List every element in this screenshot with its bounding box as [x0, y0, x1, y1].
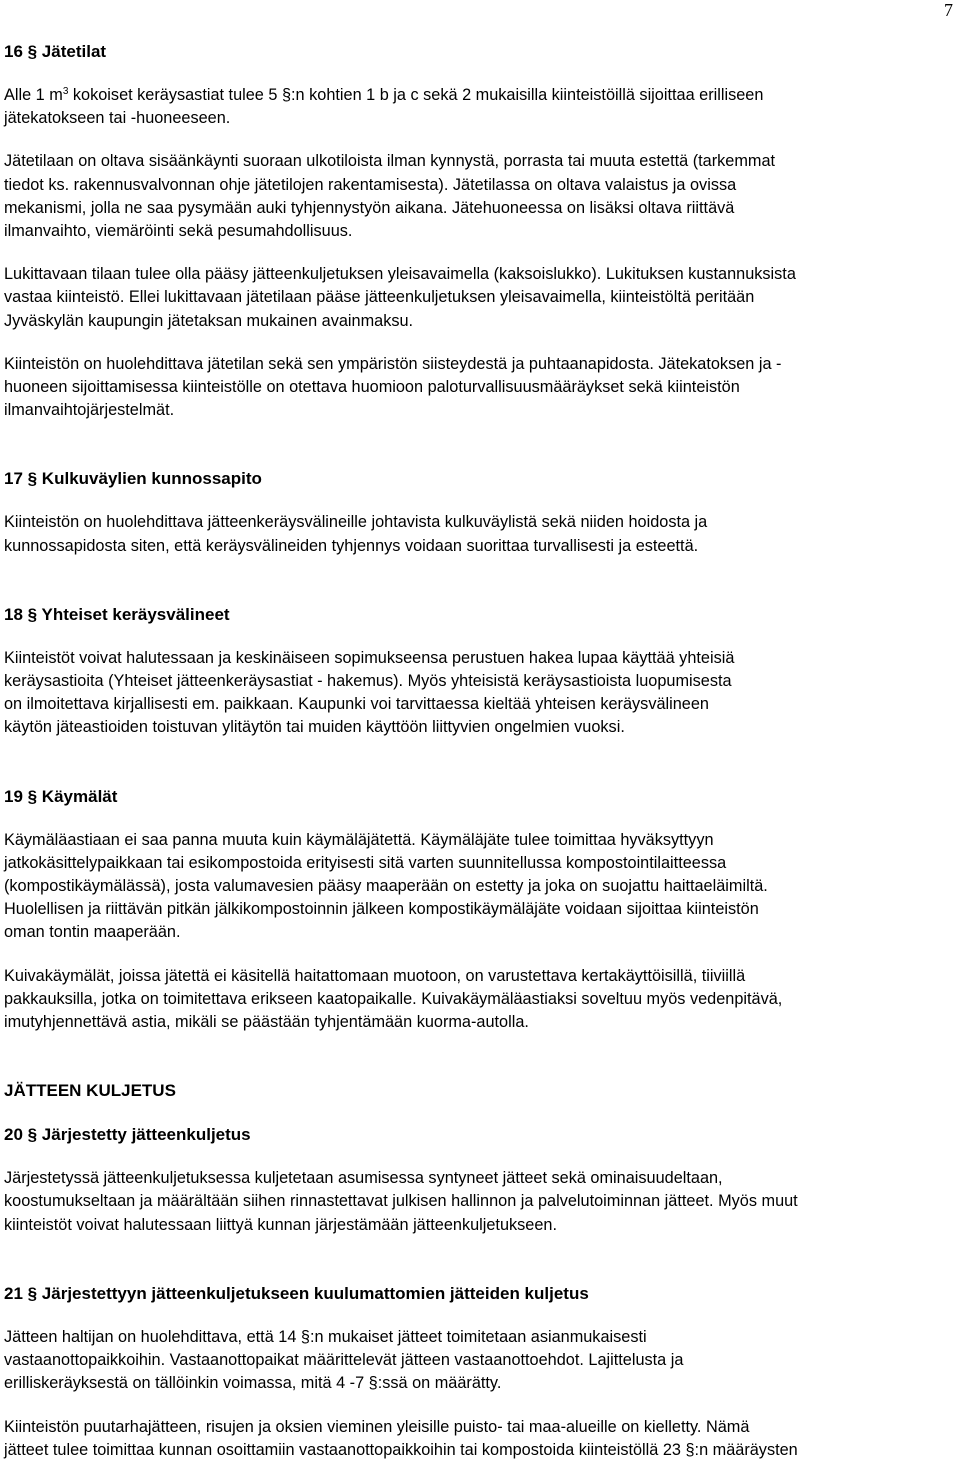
section-18: [4, 603, 956, 740]
section-19: [4, 785, 956, 1035]
section-21-paragraph-2: Kiinteistön puutarhajätteen, risujen ja oksien vieminen yleisille puisto- tai maa-alueille on kielletty. Nämä jätteet tulee toimittaa kunnan osoittamiin vastaanottopaikkoihin tai kompostoida kiinteistöllä 23 §:n määräysten: [4, 1417, 798, 1459]
section-21-heading: 21 § Järjestettyyn jätteenkuljetukseen kuulumattomien jätteiden kuljetus: [4, 1283, 589, 1303]
section-16-p1-text-start: Alle 1 m: [4, 86, 63, 104]
section-16-paragraph-2: Jätetilaan on oltava sisäänkäynti suoraan ulkotiloista ilman kynnystä, porrasta tai muuta estettä (tarkemmat tiedot ks. rakennusvalvonnan ohje jätetilojen rakentamisesta). Jätetilassa on oltava valaistus ja ovissa mekanismi, jolla ne saa pysymään auki tyhjennystyön aikana. Jätehuoneessa on lisäksi oltava riittävä ilmanvaihto, viemäröinti sekä pesumahdollisuus.: [4, 152, 776, 241]
document-body: [4, 40, 956, 1462]
section-17-heading: 17 § Kulkuväylien kunnossapito: [4, 469, 262, 489]
section-17: [4, 467, 956, 557]
superscript-cubic: 3: [62, 86, 69, 97]
section-16-paragraph-4: Kiinteistön on huolehdittava jätetilan sekä sen ympäristön siisteydestä ja puhtaanapidosta. Jätekatoksen ja - huoneen sijoittamisessa kiinteistölle on otettava huomioon paloturvallisuusmääräykset sekä kiinteistön ilmanvaihtojärjestelmät.: [4, 354, 782, 420]
section-16-p1-text-end: kokoiset keräysastiat tulee 5 §:n kohtien 1 b ja c sekä 2 mukaisilla kiinteistöillä sijoittaa erilliseen jätekatokseen tai -huoneeseen.: [4, 86, 764, 128]
section-16-heading: 16 § Jätetilat: [4, 42, 107, 61]
section-20: [4, 1123, 956, 1237]
section-19-heading: 19 § Käymälät: [4, 786, 118, 806]
section-21-paragraph-1: Jätteen haltijan on huolehdittava, että 14 §:n mukaiset jätteet toimitetaan asianmukaisesti vastaanottopaikkoihin. Vastaanottopaikat määrittelevät jätteen vastaanottoehdot. Lajittelusta ja erilliskeräyksestä on tällöinkin voimassa, mitä 4 -7 §:ssä on määrätty.: [4, 1327, 684, 1393]
section-16: [4, 40, 956, 422]
section-16-paragraph-1: [4, 84, 956, 130]
section-17-paragraph-1: Kiinteistön on huolehdittava jätteenkeräysvälineille johtavista kulkuväylistä sekä niiden hoidosta ja kunnossapidosta siten, että keräysvälineiden tyhjennys voidaan suorittaa turvallisesti ja esteettä.: [4, 513, 708, 555]
part-title: JÄTTEEN KULJETUS: [4, 1081, 176, 1101]
section-19-paragraph-1: Käymäläastiaan ei saa panna muuta kuin käymäläjätettä. Käymäläjäte tulee toimittaa hyväksyttyyn jatkokäsittelypaikkaan tai esikompostoida erityisesti sitä varten suunnitellussa kompostointilaitteessa (kompostikäymälässä), josta valumavesien pääsy maaperään on estetty ja joka on suojattu haittaeläimiltä. Huolellisen ja riittävän pitkän jälkikompostoinnin jälkeen kompostikäymäläjäte voidaan sijoittaa kiinteistön oman tontin maaperään.: [4, 830, 768, 942]
section-19-paragraph-2: Kuivakäymälät, joissa jätettä ei käsitellä haitattomaan muotoon, on varustettava kertakäyttöisillä, tiiviillä pakkauksilla, jotka on toimitettava erikseen kaatopaikalle. Kuivakäymäläastiaksi soveltuu myös vedenpitävä, imutyhjennettävä astia, mikäli se päästään tyhjentämään kuorma-autolla.: [4, 966, 783, 1032]
section-18-heading: 18 § Yhteiset keräysvälineet: [4, 604, 230, 624]
section-20-heading: 20 § Järjestetty jätteenkuljetus: [4, 1125, 251, 1145]
section-21: [4, 1282, 956, 1462]
section-18-paragraph-1: Kiinteistöt voivat halutessaan ja keskinäiseen sopimukseensa perustuen hakea lupaa käyttää yhteisiä keräysastioita (Yhteiset jätteenkeräysastiat - hakemus). Myös yhteisistä keräysastioista luopumisesta on ilmoitettava kirjallisesti em. paikkaan. Kaupunki voi tarvittaessa kieltää yhteisen keräysvälineen käytön jäteastioiden toistuvan ylitäytön tai muiden käyttöön liittyvien ongelmien vuoksi.: [4, 648, 735, 737]
page-number: 7: [944, 0, 953, 20]
section-20-paragraph-1: Järjestetyssä jätteenkuljetuksessa kuljetetaan asumisessa syntyneet jätteet sekä ominaisuudeltaan, koostumukseltaan ja määrältään siihen rinnastettavat julkisen hallinnon ja palvelutoiminnan jätteet. Myös muut kiinteistöt voivat halutessaan liittyä kunnan järjestämään jätteenkuljetukseen.: [4, 1169, 798, 1234]
section-16-paragraph-3: Lukittavaan tilaan tulee olla pääsy jätteenkuljetuksen yleisavaimella (kaksoislukko). Lukituksen kustannuksista vastaa kiinteistö. Ellei lukittavaan jätetilaan pääse jätteenkuljetuksen yleisavaimella, kiinteistöltä peritään Jyväskylän kaupungin jätetaksan mukainen avainmaksu.: [4, 265, 796, 330]
